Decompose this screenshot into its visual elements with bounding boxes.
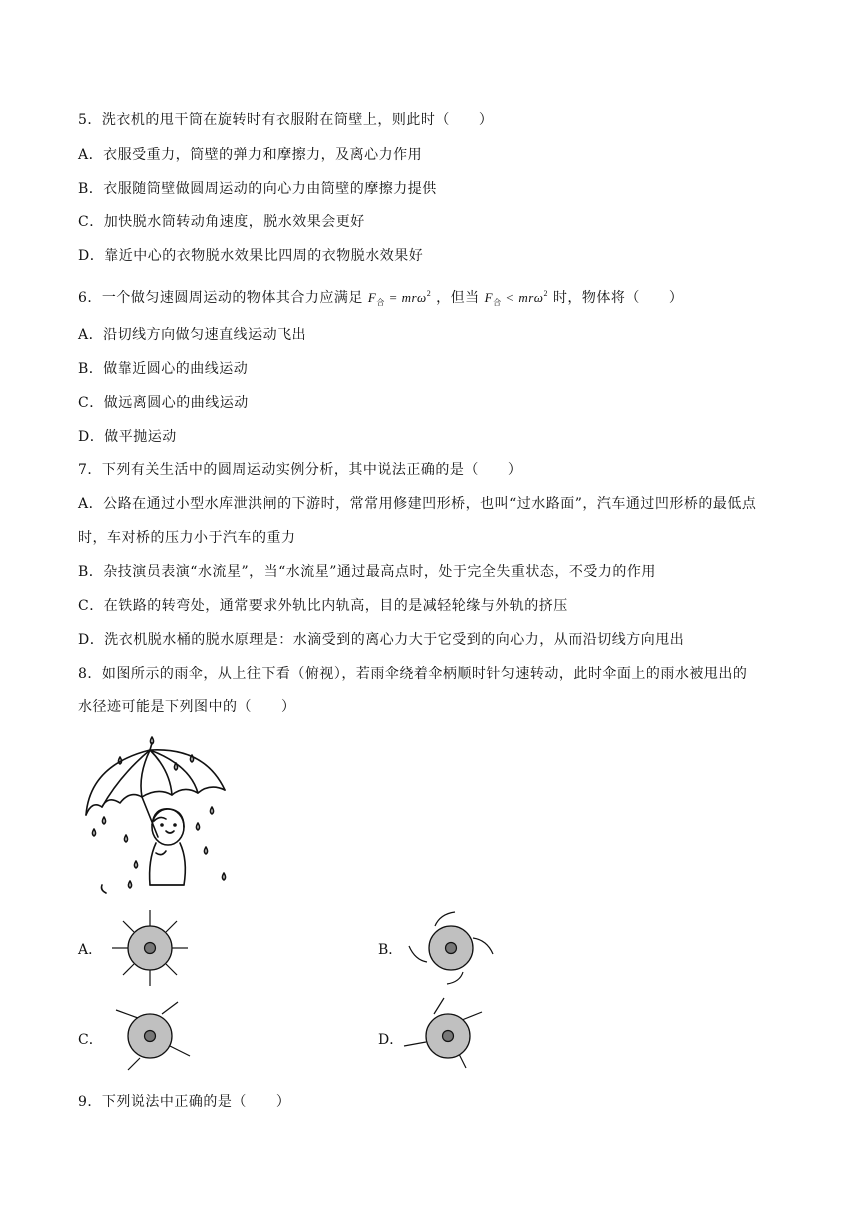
- q7-option-c: C．在铁路的转弯处，通常要求外轨比内轨高，目的是减轻轮缘与外轨的挤压: [78, 598, 568, 614]
- q5-option-a: A．衣服受重力，筒壁的弹力和摩擦力，及离心力作用: [78, 147, 423, 163]
- q6-stem-part2: ，但当: [436, 290, 480, 306]
- q6-option-b: B．做靠近圆心的曲线运动: [78, 361, 249, 377]
- q6-formula-less: $F_合 < mr\omega^2$: [484, 289, 548, 307]
- q7-option-a-line2: 时，车对桥的压力小于汽车的重力: [78, 530, 296, 546]
- q6-stem-part3: 时，物体将（ ）: [552, 290, 684, 306]
- q5-option-d: D．靠近中心的衣物脱水效果比四周的衣物脱水效果好: [78, 248, 424, 264]
- q8-option-d-label: D．: [378, 1032, 404, 1048]
- option-d-tangent-paths-diagram: [402, 996, 486, 1072]
- q5-option-b: B．衣服随筒壁做圆周运动的向心力由筒壁的摩擦力提供: [78, 181, 437, 197]
- q9-stem: 9．下列说法中正确的是（ ）: [78, 1094, 291, 1110]
- q5-option-c: C．加快脱水筒转动角速度，脱水效果会更好: [78, 214, 365, 230]
- q5-stem: 5．洗衣机的甩干筒在旋转时有衣服附在筒壁上，则此时（ ）: [78, 112, 494, 128]
- q7-stem: 7．下列有关生活中的圆周运动实例分析，其中说法正确的是（ ）: [78, 462, 523, 478]
- option-b-curved-paths-diagram: [405, 910, 497, 986]
- q8-option-b-label: B．: [378, 942, 403, 958]
- q8-option-a-label: A．: [78, 942, 103, 958]
- q8-stem-line1: 8．如图所示的雨伞，从上往下看（俯视），若雨伞绕着伞柄顺时针匀速转动，此时伞面上的雨水被甩出的: [78, 666, 748, 682]
- q7-option-d: D．洗衣机脱水桶的脱水原理是：水滴受到的离心力大于它受到的向心力，从而沿切线方向甩出: [78, 632, 685, 648]
- q8-option-c-label: C．: [78, 1032, 103, 1048]
- q6-option-c: C．做远离圆心的曲线运动: [78, 395, 249, 411]
- q6-option-a: A．沿切线方向做匀速直线运动飞出: [78, 327, 307, 343]
- q7-option-a-line1: A．公路在通过小型水库泄洪闸的下游时，常常用修建凹形桥，也叫“过水路面”，汽车通过凹形桥的最低点: [78, 496, 757, 512]
- option-a-radial-paths-diagram: [110, 908, 190, 988]
- q6-formula-equal: $F_合 = mr\omega^2$: [367, 289, 432, 307]
- q6-stem-part1: 6．一个做匀速圆周运动的物体其合力应满足: [78, 290, 363, 306]
- option-c-tangent-paths-diagram: [110, 1000, 194, 1072]
- q6-stem: [78, 284, 683, 313]
- q6-option-d: D．做平抛运动: [78, 429, 177, 445]
- q8-stem-line2: 水径迹可能是下列图中的（ ）: [78, 699, 296, 715]
- q7-option-b: B．杂技演员表演“水流星”，当“水流星”通过最高点时，处于完全失重状态，不受力的作用: [78, 564, 656, 580]
- umbrella-girl-illustration: [80, 735, 240, 900]
